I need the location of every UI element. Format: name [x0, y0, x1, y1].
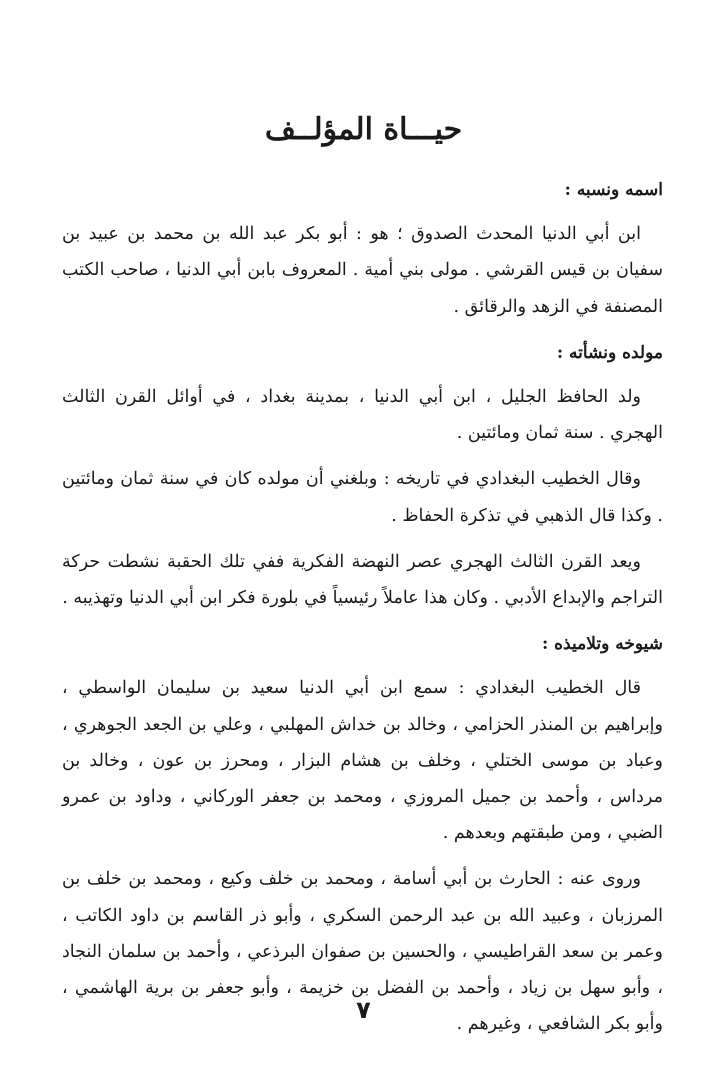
- paragraph-birth: ولد الحافظ الجليل ، ابن أبي الدنيا ، بمدينة بغداد ، في أوائل القرن الثالث الهجري . سنة ثمان ومائتين .: [62, 387, 663, 444]
- paragraph-name-lineage: ابن أبي الدنيا المحدث الصدوق ؛ هو : أبو بكر عبد الله بن محمد بن عبيد بن سفيان بن قيس القرشي . مولى بني أمية . المعروف بابن أبي الدنيا ، صاحب الكتب المصنفة في الزهد والرقائق .: [62, 224, 663, 317]
- page-number: ٧: [356, 996, 371, 1024]
- page-title: حيـــاة المؤلــف: [264, 112, 463, 147]
- paragraph-students: وروى عنه : الحارث بن أبي أسامة ، ومحمد بن خلف وكيع ، ومحمد بن خلف بن المرزبان ، وعبيد الله بن عبد الرحمن السكري ، وأبو ذر القاسم بن داود الكاتب ، وعمر بن سعد القراطيسي ، والحسين بن صفوان البرذعي ، وأحمد بن سلمان النجاد ، وأبو سهل بن زياد ، وأحمد بن الفضل بن خزيمة ، وأبو جعفر بن برية الهاشمي ، وأبو بكر الشافعي ، وغيرهم .: [62, 869, 664, 1035]
- paragraph-khatib-quote: وقال الخطيب البغدادي في تاريخه : وبلغني أن مولده كان في سنة ثمان ومائتين . وكذا قال الذهبي في تذكرة الحفاظ .: [62, 469, 663, 526]
- paragraph-third-century: ويعد القرن الثالث الهجري عصر النهضة الفكرية ففي تلك الحقبة نشطت حركة التراجم والإبداع الأدبي . وكان هذا عاملاً رئيسياً في بلورة فكر ابن أبي الدنيا وتهذيبه .: [62, 551, 663, 609]
- section-heading-birth-upbringing: مولده ونشأته :: [556, 342, 663, 363]
- section-heading-name-lineage: اسمه ونسبه :: [564, 180, 663, 200]
- page-body: [62, 172, 663, 1052]
- paragraph-teachers: قال الخطيب البغدادي : سمع ابن أبي الدنيا سعيد بن سليمان الواسطي ، وإبراهيم بن المنذر الحزامي ، وخالد بن خداش المهلبي ، وعلي بن الجعد الجوهري ، وعباد بن موسى الختلي ، وخلف بن هشام البزار ، ومحرز بن عون ، وخالد بن مرداس ، وأحمد بن جميل المروزي ، ومحمد بن جعفر الوركاني ، وداود بن عمرو الضبي ، ومن طبقتهم وبعدهم .: [62, 678, 663, 844]
- section-heading-teachers-students: شيوخه وتلاميذه :: [541, 634, 663, 655]
